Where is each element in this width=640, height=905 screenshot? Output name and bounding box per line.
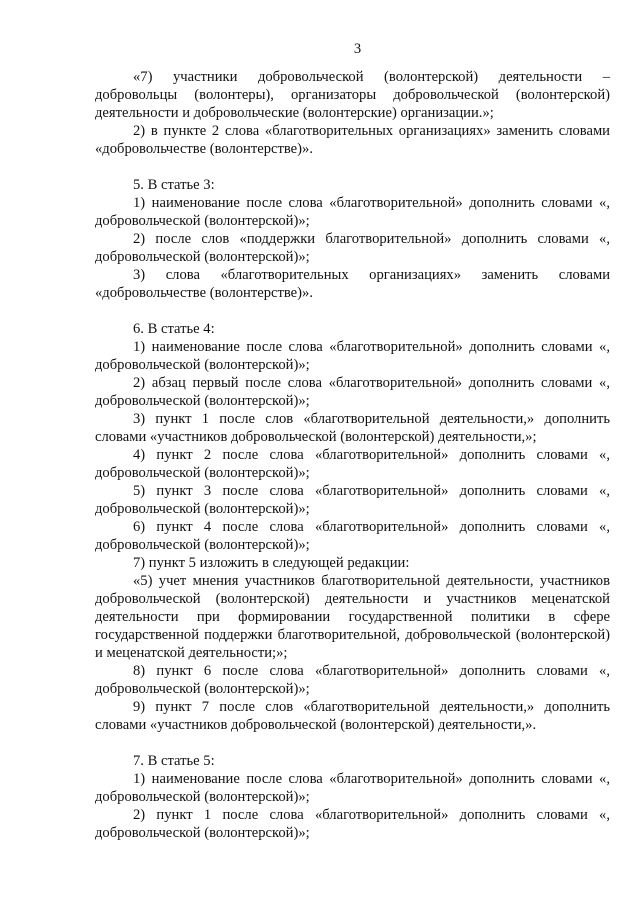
document-paragraph: 6. В статье 4: [133,321,215,337]
document-paragraph: 1) наименование после слова «благотворительной» дополнить словами «, добровольческой (волонтерской)»; [95,195,610,229]
document-paragraph: 6) пункт 4 после слова «благотворительной» дополнить словами «, добровольческой (волонтерской)»; [95,519,610,553]
section-spacer [95,734,610,752]
document-page [95,40,610,842]
document-paragraph: 8) пункт 6 после слова «благотворительной» дополнить словами «, добровольческой (волонтерской)»; [95,663,610,697]
document-paragraph: 5. В статье 3: [133,177,215,193]
document-paragraph: 7. В статье 5: [133,753,215,769]
section-spacer [95,302,610,320]
section-spacer [95,158,610,176]
document-paragraph: 5) пункт 3 после слова «благотворительной» дополнить словами «, добровольческой (волонтерской)»; [95,483,610,517]
document-paragraph: 2) абзац первый после слова «благотворительной» дополнить словами «, добровольческой (волонтерской)»; [95,375,610,409]
document-paragraph: 7) пункт 5 изложить в следующей редакции: [133,555,410,571]
document-paragraph: 2) в пункте 2 слова «благотворительных организациях» заменить словами «добровольчестве (волонтерстве)». [95,123,610,157]
page-number: 3 [353,41,362,57]
document-paragraph: 3) пункт 1 после слов «благотворительной деятельности,» дополнить словами «участников добровольческой (волонтерской) деятельности,»; [95,411,610,445]
document-paragraph: «7) участники добровольческой (волонтерской) деятельности – добровольцы (волонтеры), организаторы добровольческой (волонтерской) деятельности и добровольческие (волонтерские) организации.»; [95,69,610,121]
document-paragraph: 2) пункт 1 после слова «благотворительной» дополнить словами «, добровольческой (волонтерской)»; [95,807,610,841]
document-paragraph: 3) слова «благотворительных организациях» заменить словами «добровольчестве (волонтерстве)». [95,267,610,301]
document-paragraph: «5) учет мнения участников благотворительной деятельности, участников добровольческой (волонтерской) деятельности и участников меценатской деятельности при формировании государственной политики в сфере государственной поддержки благотворительной, добровольческой (волонтерской) и меценатской деятельности;»; [95,573,610,661]
document-paragraph: 2) после слов «поддержки благотворительной» дополнить словами «, добровольческой (волонтерской)»; [95,231,610,265]
document-paragraph: 1) наименование после слова «благотворительной» дополнить словами «, добровольческой (волонтерской)»; [95,771,610,805]
document-paragraph: 9) пункт 7 после слов «благотворительной деятельности,» дополнить словами «участников добровольческой (волонтерской) деятельности,». [95,699,610,733]
document-body [95,68,610,842]
document-paragraph: 4) пункт 2 после слова «благотворительной» дополнить словами «, добровольческой (волонтерской)»; [95,447,610,481]
document-paragraph: 1) наименование после слова «благотворительной» дополнить словами «, добровольческой (волонтерской)»; [95,339,610,373]
